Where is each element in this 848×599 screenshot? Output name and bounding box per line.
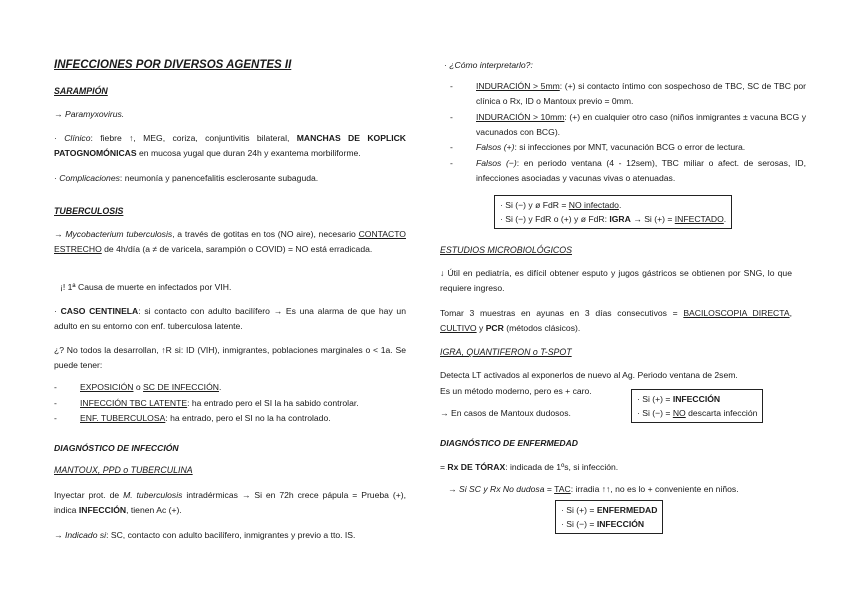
mantoux-paragraph: Inyectar prot. de M. tuberculosis intradérmicas → Si en 72h crece pápula = Prueba (+), indica INFECCIÓN, tienen Ac (+). — [54, 490, 406, 515]
micro-paragraph-1: ↓ Útil en pediatría, es difícil obtener esputo y jugos gástricos se obtienen por SNG, lo que requiere ingreso. — [440, 268, 792, 293]
box1-line1: · Si (−) y ø FdR = NO infectado. — [500, 200, 622, 210]
igra-result-box — [631, 389, 763, 423]
igra-paragraph-1: Detecta LT activados al exponerlos de nuevo al Ag. Periodo ventana de 2sem. — [440, 370, 738, 380]
mantoux-indicado: → Indicado si: SC, contacto con adulto bacilífero, inmigrantes y previo a tto. IS. — [54, 530, 356, 540]
igra-box-line1: · Si (+) = INFECCIÓN — [637, 394, 721, 404]
igra-paragraph-2: Es un método moderno, pero es + caro. — [440, 386, 592, 396]
tbc-item-exposicion: - EXPOSICIÓN o SC DE INFECCIÓN. — [54, 382, 222, 392]
enf-box-line1: · Si (+) = ENFERMEDAD — [561, 505, 658, 515]
enf-box-line2: · Si (−) = INFECCIÓN — [561, 519, 645, 529]
interp-item-falsos-neg: - Falsos (−): en periodo ventana (4 - 12sem), TBC miliar o afect. de serosas, ID, infecciones asociadas y vacunas vivas o atenuadas. — [450, 158, 806, 183]
sarampion-complicaciones: · Complicaciones: neumonía y panencefalitis esclerosante subaguda. — [54, 173, 319, 183]
tbc-question: ¿? No todos la desarrollan, ↑R si: ID (VIH), inmigrantes, poblaciones marginales o < 1a. Se puede tener: — [54, 345, 406, 370]
tbc-agent: → Mycobacterium tuberculosis, a través de gotitas en tos (NO aire), necesario CONTACTO ESTRECHO de 4h/día (a ≠ de varicela, sarampión o COVID) = NO está erradicada. — [54, 229, 406, 254]
heading-tuberculosis: TUBERCULOSIS — [54, 206, 124, 216]
subheading-mantoux: MANTOUX, PPD o TUBERCULINA — [54, 465, 193, 475]
interp-item-5mm: - INDURACIÓN > 5mm: (+) si contacto íntimo con sospechoso de TBC, SC de TBC por clínica o Rx, ID o Mantoux previo = 0mm. — [450, 81, 806, 106]
heading-estudios-micro: ESTUDIOS MICROBIOLÓGICOS — [440, 245, 572, 255]
tbc-caso-centinela: · CASO CENTINELA: si contacto con adulto bacilífero → Es una alarma de que hay un adulto en su entorno con enf. tuberculosa latente. — [54, 306, 406, 331]
sarampion-agent: → Paramyxovirus. — [54, 109, 125, 119]
heading-diagnostico-infeccion: DIAGNÓSTICO DE INFECCIÓN — [54, 443, 179, 453]
heading-diagnostico-enfermedad: DIAGNÓSTICO DE ENFERMEDAD — [440, 438, 578, 448]
igra-indication: → En casos de Mantoux dudosos. — [440, 408, 571, 418]
tac-line: → Si SC y Rx No dudosa = TAC: irradia ↑↑, no es lo + conveniente en niños. — [448, 484, 739, 494]
box1-line2: · Si (−) y FdR o (+) y ø FdR: IGRA → Si (+) = INFECTADO. — [500, 214, 727, 224]
interp-item-falsos-pos: - Falsos (+): si infecciones por MNT, vacunación BCG o error de lectura. — [450, 142, 746, 152]
subheading-igra: IGRA, QUANTIFERON o T-SPOT — [440, 347, 572, 357]
micro-paragraph-2: Tomar 3 muestras en ayunas en 3 días consecutivos = BACILOSCOPIA DIRECTA, CULTIVO y PCR (métodos clásicos). — [440, 308, 792, 333]
enfermedad-result-box — [555, 500, 663, 534]
interp-label: · ¿Cómo interpretarlo?: — [444, 60, 533, 70]
igra-decision-box — [494, 195, 732, 229]
tbc-item-enfermedad: - ENF. TUBERCULOSA: ha entrado, pero el SI no la ha controlado. — [54, 413, 331, 423]
page-title: INFECCIONES POR DIVERSOS AGENTES II — [54, 59, 292, 71]
igra-box-line2: · Si (−) = NO descarta infección — [637, 408, 758, 418]
tbc-item-latente: - INFECCIÓN TBC LATENTE: ha entrado pero el SI la ha sabido controlar. — [54, 398, 359, 408]
heading-sarampion: SARAMPIÓN — [54, 86, 108, 96]
sarampion-clinico: · Clínico: fiebre ↑, MEG, coriza, conjuntivitis bilateral, MANCHAS DE KOPLICK PATOGNOMÓNICAS en mucosa yugal que duran 24h y exantema morbiliforme. — [54, 133, 406, 158]
rx-torax-line: = Rx DE TÓRAX: indicada de 1ºs, si infección. — [440, 462, 619, 472]
interp-item-10mm: - INDURACIÓN > 10mm: (+) en cualquier otro caso (niños inmigrantes ± vacuna BCG y vacunados con BCG). — [450, 112, 806, 137]
tbc-first-cause: ¡! 1ª Causa de muerte en infectados por VIH. — [60, 282, 232, 292]
